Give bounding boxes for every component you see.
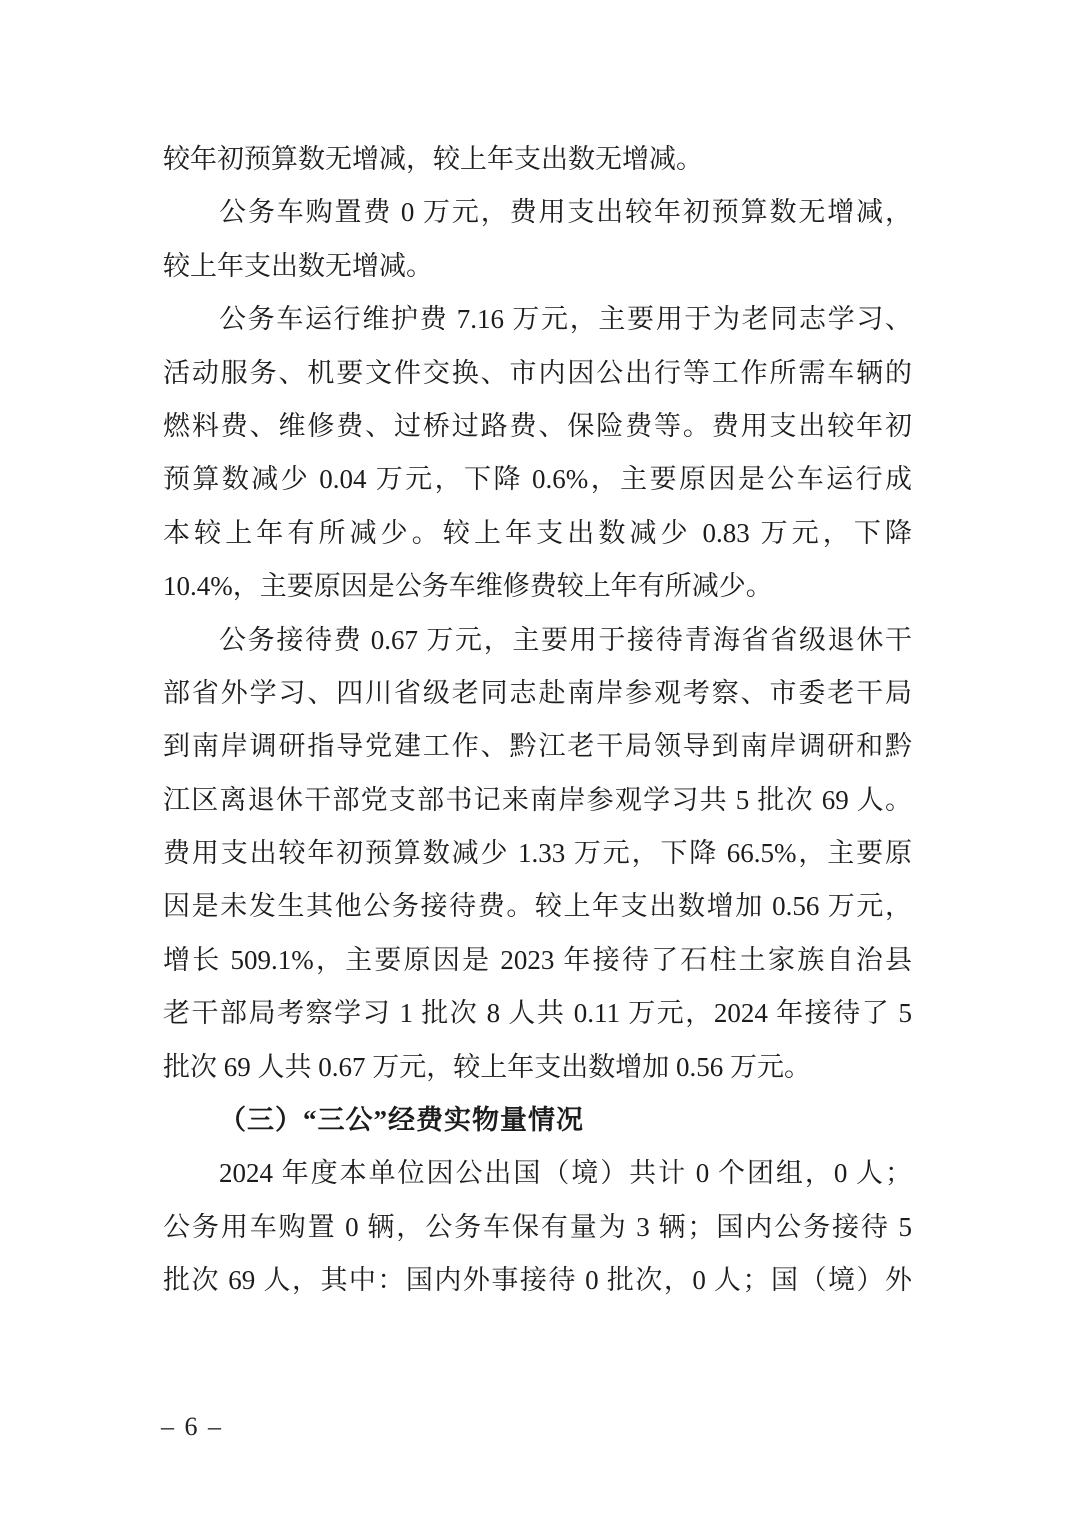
body-line: 部省外学习、四川省级老同志赴南岸参观考察、市委老干局 — [163, 677, 912, 708]
body-line: 江区离退休干部党支部书记来南岸参观学习共 5 批次 69 人。 — [163, 784, 912, 815]
page-number: – 6 – — [161, 1412, 223, 1441]
section-heading: （三）“三公”经费实物量情况 — [219, 1105, 584, 1136]
body-line: 10.4%，主要原因是公务车维修费较上年有所减少。 — [163, 571, 773, 602]
body-line: 本较上年有所减少。较上年支出数减少 0.83 万元，下降 — [163, 517, 912, 548]
body-line: 费用支出较年初预算数减少 1.33 万元，下降 66.5%，主要原 — [163, 838, 912, 869]
body-line: 预算数减少 0.04 万元，下降 0.6%，主要原因是公车运行成 — [163, 464, 912, 495]
body-line: 老干部局考察学习 1 批次 8 人共 0.11 万元，2024 年接待了 5 — [163, 998, 912, 1029]
body-line: 2024 年度本单位因公出国（境）共计 0 个团组，0 人； — [219, 1158, 912, 1189]
body-line: 较上年支出数无增减。 — [163, 250, 433, 281]
body-line: 批次 69 人，其中：国内外事接待 0 批次，0 人；国（境）外 — [163, 1265, 912, 1296]
body-line: 增长 509.1%，主要原因是 2023 年接待了石柱土家族自治县 — [163, 944, 912, 975]
body-line: 公务接待费 0.67 万元，主要用于接待青海省省级退休干 — [219, 624, 912, 655]
body-line: 公务用车购置 0 辆，公务车保有量为 3 辆；国内公务接待 5 — [163, 1211, 912, 1242]
body-line: 公务车购置费 0 万元，费用支出较年初预算数无增减， — [219, 197, 912, 228]
body-line: 批次 69 人共 0.67 万元，较上年支出数增加 0.56 万元。 — [163, 1051, 811, 1082]
body-line: 公务车运行维护费 7.16 万元，主要用于为老同志学习、 — [219, 304, 912, 335]
body-line: 因是未发生其他公务接待费。较上年支出数增加 0.56 万元， — [163, 891, 912, 922]
document-body — [163, 133, 912, 1308]
body-line: 活动服务、机要文件交换、市内因公出行等工作所需车辆的 — [163, 357, 912, 388]
body-line: 燃料费、维修费、过桥过路费、保险费等。费用支出较年初 — [163, 410, 912, 441]
body-line: 到南岸调研指导党建工作、黔江老干局领导到南岸调研和黔 — [163, 731, 912, 762]
body-line: 较年初预算数无增减，较上年支出数无增减。 — [163, 144, 703, 174]
